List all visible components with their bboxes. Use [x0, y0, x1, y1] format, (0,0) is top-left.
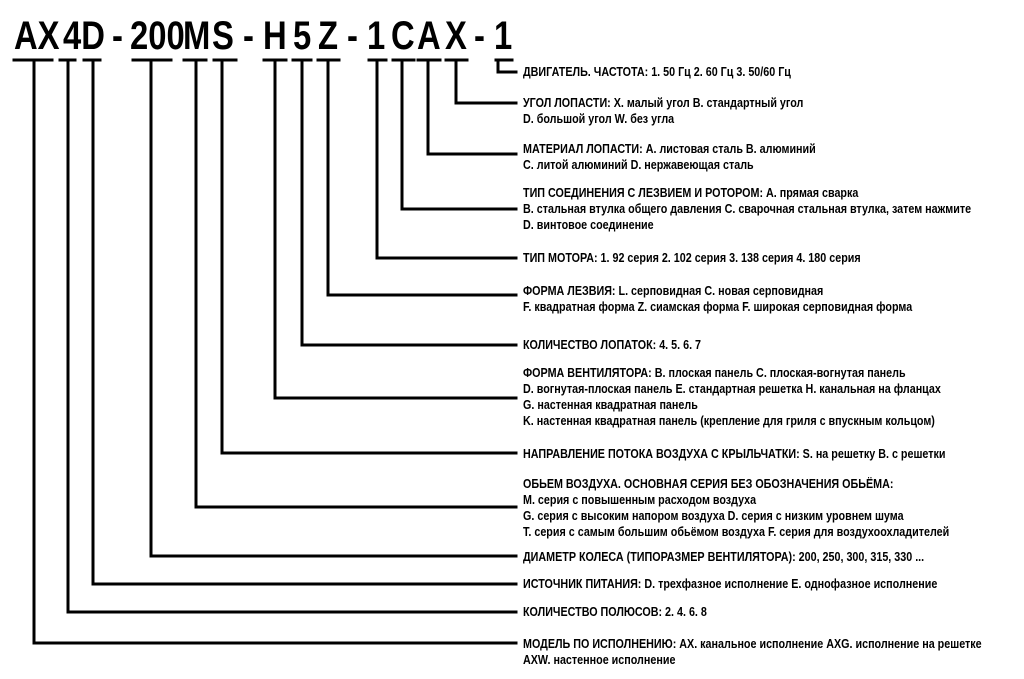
- desc-line: G. серия с высоким напором воздуха D. серия с низким уровнем шума: [523, 509, 904, 523]
- desc-power-source: [523, 576, 937, 592]
- code-seg-motor: 1: [367, 14, 386, 58]
- desc-line: AXW. настенное исполнение: [523, 653, 676, 667]
- desc-motor-frequency: [523, 64, 791, 80]
- desc-pole-count: [523, 604, 707, 620]
- code-seg-blade-shape: Z: [318, 14, 339, 58]
- desc-model-version: [523, 636, 982, 668]
- desc-line: ФОРМА ВЕНТИЛЯТОРА: B. плоская панель C. плоская-вогнутая панель: [523, 366, 906, 380]
- desc-line: B. стальная втулка общего давления C. сварочная стальная втулка, затем нажмите: [523, 202, 972, 216]
- desc-line: G. настенная квадратная панель: [523, 398, 698, 412]
- desc-line: ОБЬЕМ ВОЗДУХА. ОСНОВНАЯ СЕРИЯ БЕЗ ОБОЗНАЧЕНИЯ ОБЬЁМА:: [523, 477, 894, 491]
- code-seg-dash-1: -: [112, 14, 123, 58]
- desc-blade-material: [523, 141, 816, 173]
- desc-air-volume: [523, 476, 949, 540]
- code-seg-model: AX: [14, 14, 60, 58]
- desc-line: C. литой алюминий D. нержавеющая сталь: [523, 158, 754, 172]
- desc-blade-shape: [523, 283, 912, 315]
- desc-line: D. вогнутая-плоская панель E. стандартная решетка H. канальная на фланцах: [523, 382, 941, 396]
- desc-line: ТИП СОЕДИНЕНИЯ С ЛЕЗВИЕМ И РОТОРОМ: A. прямая сварка: [523, 186, 859, 200]
- code-seg-dash-3: -: [347, 14, 358, 58]
- desc-line: УГОЛ ЛОПАСТИ: X. малый угол B. стандартный угол: [523, 96, 804, 110]
- desc-line: ФОРМА ЛЕЗВИЯ: L. серповидная C. новая серповидная: [523, 284, 824, 298]
- code-seg-frequency: 1: [494, 14, 513, 58]
- code-seg-poles: 4D: [63, 14, 105, 58]
- desc-line: D. винтовое соединение: [523, 218, 654, 232]
- desc-line: F. квадратная форма Z. сиамская форма F. широкая серповидная форма: [523, 300, 913, 314]
- desc-line: ДИАМЕТР КОЛЕСА (ТИПОРАЗМЕР ВЕНТИЛЯТОРА): 200, 250, 300, 315, 330 ...: [523, 550, 925, 564]
- desc-airflow-direction: [523, 446, 946, 462]
- desc-line: T. серия с самым большим обьёмом воздуха F. серия для воздухоохладителей: [523, 525, 950, 539]
- code-seg-connection: C: [391, 14, 415, 58]
- desc-blade-angle: [523, 95, 803, 127]
- desc-line: M. серия с повышенным расходом воздуха: [523, 493, 757, 507]
- code-seg-diameter: 200: [130, 14, 185, 58]
- desc-line: ДВИГАТЕЛЬ. ЧАСТОТА: 1. 50 Гц 2. 60 Гц 3. 50/60 Гц: [523, 65, 791, 79]
- code-seg-dash-2: -: [243, 14, 254, 58]
- code-seg-angle: X: [445, 14, 467, 58]
- desc-line: КОЛИЧЕСТВО ПОЛЮСОВ: 2. 4. 6. 8: [523, 605, 707, 619]
- desc-line: МОДЕЛЬ ПО ИСПОЛНЕНИЮ: AX. канальное исполнение AXG. исполнение на решетке: [523, 637, 982, 651]
- desc-impeller-diameter: [523, 549, 924, 565]
- desc-line: МАТЕРИАЛ ЛОПАСТИ: A. листовая сталь B. алюминий: [523, 142, 816, 156]
- desc-blade-count: [523, 337, 701, 353]
- code-seg-direction: S: [212, 14, 234, 58]
- desc-motor-type: [523, 250, 861, 266]
- model-code: [0, 0, 1024, 60]
- desc-blade-rotor-connection: [523, 185, 971, 233]
- desc-line: НАПРАВЛЕНИЕ ПОТОКА ВОЗДУХА С КРЫЛЬЧАТКИ: S. на решетку B. с решетки: [523, 447, 946, 461]
- code-seg-material: A: [417, 14, 441, 58]
- desc-line: K. настенная квадратная панель (крепление для гриля с впускным кольцом): [523, 414, 935, 428]
- code-seg-fan-shape: H: [263, 14, 287, 58]
- code-seg-dash-4: -: [474, 14, 485, 58]
- desc-line: КОЛИЧЕСТВО ЛОПАТОК: 4. 5. 6. 7: [523, 338, 702, 352]
- desc-line: D. большой угол W. без угла: [523, 112, 675, 126]
- desc-fan-shape: [523, 365, 941, 429]
- code-seg-volume: M: [183, 14, 211, 58]
- code-seg-blades: 5: [293, 14, 312, 58]
- desc-line: ТИП МОТОРА: 1. 92 серия 2. 102 серия 3. 138 серия 4. 180 серия: [523, 251, 861, 265]
- desc-line: ИСТОЧНИК ПИТАНИЯ: D. трехфазное исполнение E. однофазное исполнение: [523, 577, 938, 591]
